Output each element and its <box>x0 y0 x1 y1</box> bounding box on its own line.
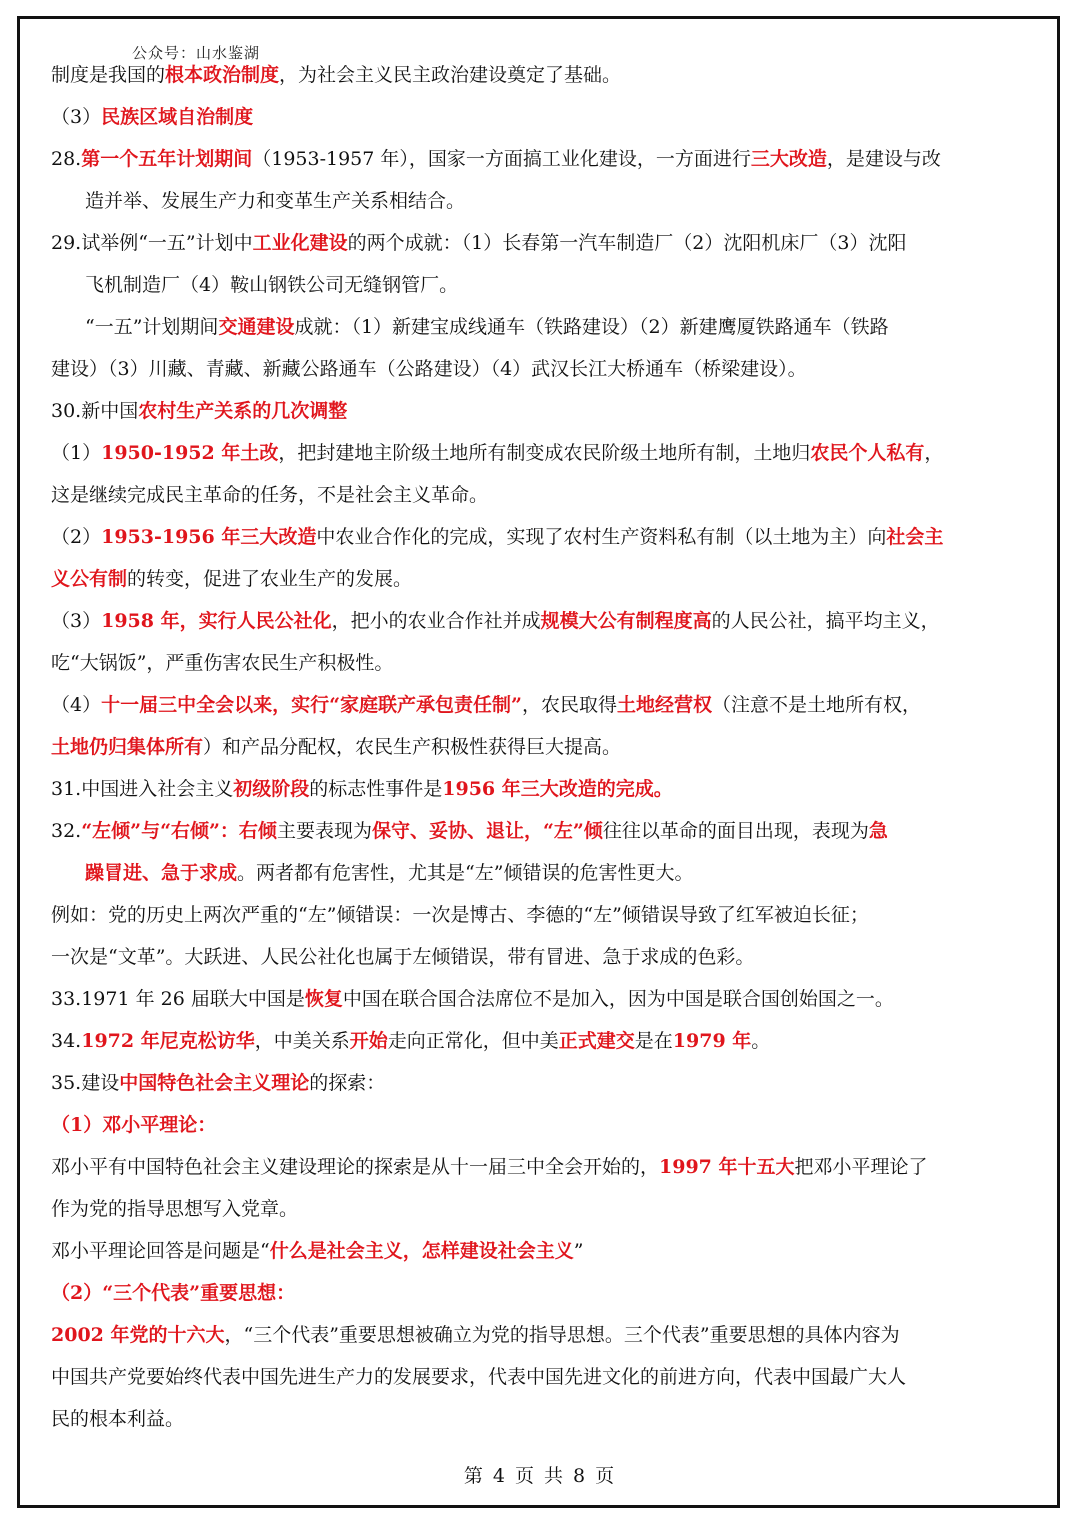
highlight-text: 三大改造 <box>750 148 827 170</box>
text-line <box>51 390 1029 432</box>
highlight-text: 土地经营权 <box>616 694 712 716</box>
body-text: 例如：党的历史上两次严重的“左”倾错误：一次是博古、李德的“左”倾错误导致了红军被迫长征； <box>51 904 869 926</box>
body-text: ）和产品分配权，农民生产积极性获得巨大提高。 <box>203 736 622 758</box>
body-text: ” <box>573 1240 584 1262</box>
body-text: “一五”计划期间 <box>85 316 219 338</box>
body-text: 31.中国进入社会主义 <box>51 778 234 800</box>
watermark: 公众号：山水鉴湖 <box>132 44 261 62</box>
text-line <box>51 180 1029 222</box>
text-line <box>51 96 1029 138</box>
text-line <box>51 978 1029 1020</box>
body-text: 30.新中国 <box>51 400 139 422</box>
highlight-text: 土地仍归集体所有 <box>51 736 204 758</box>
body-text: 飞机制造厂（4）鞍山钢铁公司无缝钢管厂。 <box>85 274 459 296</box>
body-text: 的标志性事件是 <box>309 778 443 800</box>
highlight-text: 1950-1952 年土改 <box>101 442 279 464</box>
highlight-text: 民族区域自治制度 <box>101 106 254 128</box>
highlight-text: 第一个五年计划期间 <box>81 148 253 170</box>
highlight-text: “左倾”与“右倾”：右倾 <box>81 820 277 842</box>
body-text: 往往以革命的面目出现，表现为 <box>602 820 869 842</box>
body-text: 建设）（3）川藏、青藏、新藏公路通车（公路建设）（4）武汉长江大桥通车（桥梁建设）。 <box>51 358 807 380</box>
text-line <box>51 474 1029 516</box>
highlight-text: 农民个人私有 <box>810 442 925 464</box>
text-line <box>51 684 1029 726</box>
highlight-text: 根本政治制度 <box>165 64 280 86</box>
body-text: 这是继续完成民主革命的任务，不是社会主义革命。 <box>51 484 489 506</box>
text-line <box>51 936 1029 978</box>
text-line <box>51 1188 1029 1230</box>
highlight-text: 1997 年十五大 <box>659 1156 795 1178</box>
body-text: （4） <box>51 694 102 716</box>
body-text: 制度是我国的 <box>51 64 166 86</box>
highlight-text: 农村生产关系的几次调整 <box>138 400 348 422</box>
body-text: ，中美关系 <box>254 1030 350 1052</box>
text-line <box>51 1020 1029 1062</box>
highlight-text: 义公有制 <box>51 568 128 590</box>
body-text: 32. <box>51 820 82 842</box>
text-line <box>51 306 1029 348</box>
highlight-text: 十一届三中全会以来，实行“家庭联产承包责任制” <box>101 694 522 716</box>
body-text: （2） <box>51 526 102 548</box>
highlight-text: 交通建设 <box>218 316 295 338</box>
body-text: 民的根本利益。 <box>51 1408 185 1430</box>
highlight-text: （1）邓小平理论： <box>51 1114 217 1136</box>
highlight-text: 保守、妥协、退让，“左”倾 <box>371 820 603 842</box>
body-text: 的两个成就：（1）长春第一汽车制造厂（2）沈阳机床厂（3）沈阳 <box>347 232 907 254</box>
body-text: ，把封建地主阶级土地所有制变成农民阶级土地所有制，土地归 <box>278 442 811 464</box>
text-line <box>51 516 1029 558</box>
text-line <box>51 1104 1029 1146</box>
body-text: （1） <box>51 442 102 464</box>
highlight-text: 恢复 <box>304 988 343 1010</box>
body-text: 。 <box>751 1030 771 1052</box>
highlight-text: 初级阶段 <box>233 778 310 800</box>
highlight-text: 1953-1956 年三大改造 <box>101 526 317 548</box>
document-body <box>51 54 1029 1440</box>
body-text: ，是建设与改 <box>826 148 941 170</box>
body-text: （3） <box>51 610 102 632</box>
body-text: 成就：（1）新建宝成线通车（铁路建设）（2）新建鹰厦铁路通车（铁路 <box>294 316 889 338</box>
highlight-text: 规模大公有制程度高 <box>540 610 712 632</box>
highlight-text: 社会主 <box>886 526 944 548</box>
text-line <box>51 558 1029 600</box>
body-text: 邓小平有中国特色社会主义建设理论的探索是从十一届三中全会开始的， <box>51 1156 660 1178</box>
body-text: 把邓小平理论了 <box>794 1156 928 1178</box>
highlight-text: 1972 年尼克松访华 <box>81 1030 255 1052</box>
text-line <box>51 1314 1029 1356</box>
highlight-text: 1958 年，实行人民公社化 <box>101 610 332 632</box>
text-line <box>51 1062 1029 1104</box>
highlight-text: 开始 <box>349 1030 388 1052</box>
body-text: 造并举、发展生产力和变革生产关系相结合。 <box>85 190 466 212</box>
body-text: 35.建设 <box>51 1072 120 1094</box>
highlight-text: 1979 年 <box>672 1030 752 1052</box>
text-line <box>51 1272 1029 1314</box>
body-text: ，把小的农业合作社并成 <box>331 610 541 632</box>
body-text: （注意不是土地所有权， <box>711 694 921 716</box>
page-number: 第 4 页 共 8 页 <box>463 1465 617 1487</box>
body-text: 34. <box>51 1030 82 1052</box>
text-line <box>51 138 1029 180</box>
body-text: ， <box>924 442 944 464</box>
body-text: （1953-1957 年），国家一方面搞工业化建设，一方面进行 <box>252 148 751 170</box>
body-text: 的探索： <box>309 1072 386 1094</box>
text-line <box>51 1146 1029 1188</box>
body-text: ，为社会主义民主政治建设奠定了基础。 <box>279 64 622 86</box>
text-line <box>51 1230 1029 1272</box>
highlight-text: 急 <box>868 820 888 842</box>
text-line <box>51 432 1029 474</box>
text-line <box>51 600 1029 642</box>
body-text: 邓小平理论回答是问题是“ <box>51 1240 270 1262</box>
highlight-text: 什么是社会主义，怎样建设社会主义 <box>269 1240 574 1262</box>
body-text: 28. <box>51 148 82 170</box>
highlight-text: （2）“三个代表”重要思想： <box>51 1282 296 1304</box>
text-line <box>51 1398 1029 1440</box>
body-text: 中国在联合国合法席位不是加入，因为中国是联合国创始国之一。 <box>342 988 894 1010</box>
text-line <box>51 222 1029 264</box>
body-text: 中农业合作化的完成，实现了农村生产资料私有制（以土地为主）向 <box>316 526 887 548</box>
body-text: 是在 <box>634 1030 673 1052</box>
text-line <box>51 768 1029 810</box>
highlight-text: 中国特色社会主义理论 <box>119 1072 310 1094</box>
text-line <box>51 264 1029 306</box>
body-text: 走向正常化，但中美 <box>387 1030 559 1052</box>
highlight-text: 躁冒进、急于求成 <box>85 862 238 884</box>
body-text: 作为党的指导思想写入党章。 <box>51 1198 299 1220</box>
body-text: 一次是“文革”。大跃进、人民公社化也属于左倾错误，带有冒进、急于求成的色彩。 <box>51 946 755 968</box>
text-line <box>51 642 1029 684</box>
body-text: 吃“大锅饭”，严重伤害农民生产积极性。 <box>51 652 394 674</box>
text-line <box>51 348 1029 390</box>
text-line <box>51 1356 1029 1398</box>
body-text: ，“三个代表”重要思想被确立为党的指导思想。三个代表”重要思想的具体内容为 <box>224 1324 900 1346</box>
text-line <box>51 810 1029 852</box>
highlight-text: 1956 年三大改造的完成。 <box>442 778 673 800</box>
text-line <box>51 726 1029 768</box>
highlight-text: 工业化建设 <box>252 232 348 254</box>
text-line <box>51 54 1029 96</box>
body-text: 33.1971 年 26 届联大中国是 <box>51 988 305 1010</box>
highlight-text: 2002 年党的十六大 <box>51 1324 225 1346</box>
body-text: 。两者都有危害性，尤其是“左”倾错误的危害性更大。 <box>237 862 694 884</box>
body-text: ，农民取得 <box>521 694 617 716</box>
text-line <box>51 894 1029 936</box>
body-text: 的转变，促进了农业生产的发展。 <box>127 568 413 590</box>
body-text: （3） <box>51 106 102 128</box>
body-text: 29.试举例“一五”计划中 <box>51 232 253 254</box>
body-text: 主要表现为 <box>276 820 372 842</box>
highlight-text: 正式建交 <box>558 1030 635 1052</box>
text-line <box>51 852 1029 894</box>
body-text: 的人民公社，搞平均主义， <box>711 610 940 632</box>
body-text: 中国共产党要始终代表中国先进生产力的发展要求，代表中国先进文化的前进方向，代表中国最广大人 <box>51 1366 907 1388</box>
